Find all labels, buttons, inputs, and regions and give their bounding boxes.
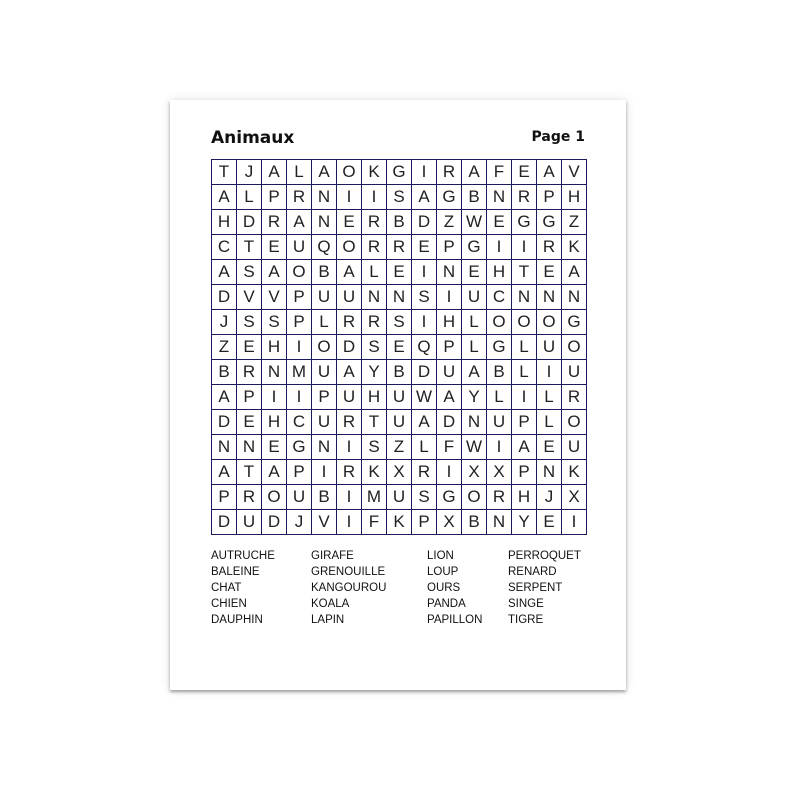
grid-cell: K <box>562 460 587 485</box>
grid-cell: M <box>287 360 312 385</box>
word-list-item: RENARD <box>508 566 557 578</box>
grid-cell: E <box>237 410 262 435</box>
grid-cell: T <box>237 235 262 260</box>
grid-cell: H <box>262 335 287 360</box>
grid-cell: F <box>487 160 512 185</box>
grid-cell: E <box>337 210 362 235</box>
grid-cell: U <box>562 435 587 460</box>
grid-cell: S <box>362 435 387 460</box>
grid-cell: T <box>212 160 237 185</box>
grid-cell: N <box>212 435 237 460</box>
grid-cell: R <box>487 485 512 510</box>
grid-cell: T <box>512 260 537 285</box>
grid-cell: D <box>212 510 237 535</box>
grid-cell: K <box>362 460 387 485</box>
grid-cell: P <box>537 185 562 210</box>
grid-cell: N <box>312 185 337 210</box>
grid-cell: Q <box>312 235 337 260</box>
grid-cell: S <box>237 310 262 335</box>
grid-cell: O <box>512 310 537 335</box>
grid-cell: N <box>562 285 587 310</box>
grid-cell: L <box>462 335 487 360</box>
grid-cell: W <box>462 435 487 460</box>
grid-cell: G <box>287 435 312 460</box>
grid-cell: E <box>387 260 412 285</box>
grid-cell: F <box>437 435 462 460</box>
grid-cell: A <box>412 185 437 210</box>
grid-cell: H <box>262 410 287 435</box>
grid-cell: N <box>262 360 287 385</box>
grid-cell: A <box>212 460 237 485</box>
grid-cell: M <box>362 485 387 510</box>
grid-cell: B <box>312 485 337 510</box>
grid-cell: P <box>312 385 337 410</box>
grid-cell: I <box>437 285 462 310</box>
grid-cell: D <box>337 335 362 360</box>
grid-cell: B <box>462 510 487 535</box>
grid-cell: X <box>487 460 512 485</box>
grid-cell: P <box>237 385 262 410</box>
grid-cell: S <box>262 310 287 335</box>
grid-cell: N <box>537 460 562 485</box>
grid-cell: I <box>412 160 437 185</box>
grid-cell: U <box>387 385 412 410</box>
grid-cell: S <box>412 285 437 310</box>
grid-cell: U <box>312 285 337 310</box>
grid-cell: S <box>237 260 262 285</box>
grid-cell: U <box>312 410 337 435</box>
grid-cell: V <box>562 160 587 185</box>
grid-cell: S <box>387 185 412 210</box>
grid-cell: I <box>287 335 312 360</box>
grid-cell: C <box>487 285 512 310</box>
grid-cell: O <box>337 235 362 260</box>
grid-cell: L <box>537 410 562 435</box>
grid-cell: I <box>337 510 362 535</box>
grid-cell: R <box>237 360 262 385</box>
grid-cell: A <box>262 460 287 485</box>
grid-cell: I <box>562 510 587 535</box>
grid-cell: D <box>212 410 237 435</box>
word-column <box>211 548 275 628</box>
grid-cell: R <box>387 235 412 260</box>
grid-cell: I <box>537 360 562 385</box>
grid-cell: R <box>562 385 587 410</box>
word-list-item: LION <box>427 550 454 562</box>
grid-cell: S <box>412 485 437 510</box>
grid-cell: R <box>262 210 287 235</box>
grid-cell: A <box>337 260 362 285</box>
grid-cell: I <box>337 185 362 210</box>
grid-cell: A <box>437 385 462 410</box>
grid-cell: E <box>237 335 262 360</box>
grid-cell: A <box>212 260 237 285</box>
grid-cell: J <box>537 485 562 510</box>
grid-cell: A <box>312 160 337 185</box>
grid-cell: J <box>237 160 262 185</box>
word-list-item: LOUP <box>427 566 459 578</box>
word-list-item: SERPENT <box>508 582 563 594</box>
grid-cell: A <box>262 160 287 185</box>
grid-cell: H <box>562 185 587 210</box>
grid-cell: R <box>412 460 437 485</box>
grid-cell: G <box>462 235 487 260</box>
grid-cell: K <box>562 235 587 260</box>
grid-cell: O <box>312 335 337 360</box>
grid-cell: D <box>262 510 287 535</box>
grid-cell: H <box>487 260 512 285</box>
grid-cell: A <box>287 210 312 235</box>
grid-cell: N <box>537 285 562 310</box>
grid-cell: C <box>287 410 312 435</box>
grid-cell: E <box>487 210 512 235</box>
grid-cell: P <box>437 235 462 260</box>
word-list-item: AUTRUCHE <box>211 550 275 562</box>
grid-cell: A <box>212 385 237 410</box>
grid-cell: G <box>437 185 462 210</box>
grid-cell: P <box>287 460 312 485</box>
grid-cell: I <box>312 460 337 485</box>
word-list-item: KOALA <box>311 598 350 610</box>
grid-cell: D <box>437 410 462 435</box>
grid-cell: E <box>387 335 412 360</box>
grid-cell: G <box>437 485 462 510</box>
grid-cell: I <box>487 235 512 260</box>
grid-cell: A <box>537 160 562 185</box>
grid-cell: E <box>512 160 537 185</box>
grid-cell: Z <box>437 210 462 235</box>
grid-cell: A <box>262 260 287 285</box>
grid-cell: N <box>487 185 512 210</box>
grid-cell: Y <box>462 385 487 410</box>
grid-cell: P <box>212 485 237 510</box>
grid-cell: R <box>362 210 387 235</box>
grid-cell: W <box>412 385 437 410</box>
page-title: Animaux <box>211 128 295 148</box>
grid-cell: H <box>437 310 462 335</box>
grid-cell: G <box>512 210 537 235</box>
grid-cell: R <box>437 160 462 185</box>
grid-cell: H <box>212 210 237 235</box>
grid-cell: I <box>512 385 537 410</box>
grid-cell: G <box>387 160 412 185</box>
grid-cell: U <box>437 360 462 385</box>
grid-cell: B <box>487 360 512 385</box>
grid-cell: S <box>362 335 387 360</box>
grid-cell: N <box>387 285 412 310</box>
grid-cell: E <box>537 510 562 535</box>
grid-cell: L <box>487 385 512 410</box>
grid-cell: P <box>512 410 537 435</box>
grid-cell: L <box>362 260 387 285</box>
puzzle-page <box>170 100 626 690</box>
grid-cell: R <box>337 410 362 435</box>
grid-cell: A <box>212 185 237 210</box>
word-list-item: OURS <box>427 582 461 594</box>
grid-cell: O <box>562 335 587 360</box>
grid-cell: Z <box>387 435 412 460</box>
grid-cell: X <box>437 510 462 535</box>
grid-cell: P <box>262 185 287 210</box>
grid-cell: T <box>237 460 262 485</box>
grid-cell: V <box>237 285 262 310</box>
word-column <box>311 548 386 628</box>
grid-cell: L <box>462 310 487 335</box>
grid-cell: T <box>362 410 387 435</box>
grid-cell: D <box>412 210 437 235</box>
grid-cell: L <box>237 185 262 210</box>
grid-cell: V <box>312 510 337 535</box>
grid-cell: W <box>462 210 487 235</box>
grid-cell: F <box>362 510 387 535</box>
page-number: Page 1 <box>531 129 585 145</box>
grid-cell: O <box>537 310 562 335</box>
grid-cell: X <box>562 485 587 510</box>
word-list-item: BALEINE <box>211 566 260 578</box>
grid-cell: I <box>337 435 362 460</box>
grid-cell: G <box>562 310 587 335</box>
grid-cell: A <box>412 410 437 435</box>
grid-cell: U <box>387 485 412 510</box>
grid-cell: I <box>287 385 312 410</box>
grid-cell: A <box>462 360 487 385</box>
grid-cell: A <box>512 435 537 460</box>
grid-cell: I <box>262 385 287 410</box>
word-list-item: PERROQUET <box>508 550 581 562</box>
grid-cell: U <box>387 410 412 435</box>
grid-cell: U <box>287 485 312 510</box>
grid-cell: U <box>337 285 362 310</box>
grid-cell: E <box>262 235 287 260</box>
grid-cell: Y <box>512 510 537 535</box>
grid-cell: U <box>487 410 512 435</box>
grid-cell: N <box>462 410 487 435</box>
letter-grid <box>211 159 587 535</box>
grid-cell: R <box>362 310 387 335</box>
grid-cell: U <box>287 235 312 260</box>
grid-cell: I <box>487 435 512 460</box>
grid-cell: N <box>312 435 337 460</box>
grid-cell: B <box>387 360 412 385</box>
word-list-item: GRENOUILLE <box>311 566 386 578</box>
grid-cell: G <box>537 210 562 235</box>
grid-cell: N <box>237 435 262 460</box>
grid-cell: P <box>287 310 312 335</box>
grid-cell: E <box>537 435 562 460</box>
word-list-item: LAPIN <box>311 614 345 626</box>
grid-cell: L <box>537 385 562 410</box>
grid-cell: C <box>212 235 237 260</box>
grid-cell: X <box>387 460 412 485</box>
grid-cell: Z <box>562 210 587 235</box>
grid-cell: U <box>337 385 362 410</box>
grid-cell: R <box>362 235 387 260</box>
grid-cell: O <box>462 485 487 510</box>
grid-cell: I <box>437 460 462 485</box>
grid-cell: Z <box>212 335 237 360</box>
grid-cell: R <box>512 185 537 210</box>
grid-cell: S <box>387 310 412 335</box>
grid-cell: D <box>412 360 437 385</box>
grid-cell: H <box>512 485 537 510</box>
grid-cell: E <box>537 260 562 285</box>
word-list <box>211 548 591 628</box>
grid-cell: H <box>362 385 387 410</box>
word-list-item: PANDA <box>427 598 466 610</box>
word-list-item: CHAT <box>211 582 242 594</box>
grid-cell: E <box>262 435 287 460</box>
grid-cell: O <box>262 485 287 510</box>
grid-cell: R <box>237 485 262 510</box>
grid-cell: I <box>512 235 537 260</box>
grid-cell: P <box>287 285 312 310</box>
grid-cell: L <box>287 160 312 185</box>
grid-cell: U <box>237 510 262 535</box>
grid-cell: A <box>562 260 587 285</box>
grid-cell: E <box>412 235 437 260</box>
grid-cell: O <box>562 410 587 435</box>
grid-cell: L <box>512 335 537 360</box>
grid-cell: V <box>262 285 287 310</box>
grid-cell: Y <box>362 360 387 385</box>
grid-cell: B <box>387 210 412 235</box>
word-list-item: TIGRE <box>508 614 544 626</box>
grid-cell: A <box>462 160 487 185</box>
grid-cell: P <box>437 335 462 360</box>
grid-cell: K <box>362 160 387 185</box>
grid-cell: N <box>512 285 537 310</box>
grid-cell: N <box>362 285 387 310</box>
word-list-item: KANGOUROU <box>311 582 387 594</box>
grid-cell: I <box>337 485 362 510</box>
grid-cell: L <box>312 310 337 335</box>
grid-cell: L <box>512 360 537 385</box>
grid-cell: O <box>487 310 512 335</box>
grid-cell: O <box>287 260 312 285</box>
grid-cell: B <box>462 185 487 210</box>
grid-cell: R <box>337 460 362 485</box>
grid-cell: O <box>337 160 362 185</box>
grid-cell: E <box>462 260 487 285</box>
grid-cell: B <box>212 360 237 385</box>
grid-cell: D <box>237 210 262 235</box>
grid-cell: I <box>362 185 387 210</box>
word-list-item: GIRAFE <box>311 550 354 562</box>
grid-cell: L <box>412 435 437 460</box>
grid-cell: Q <box>412 335 437 360</box>
grid-cell: U <box>312 360 337 385</box>
grid-cell: R <box>287 185 312 210</box>
grid-cell: A <box>337 360 362 385</box>
grid-cell: R <box>537 235 562 260</box>
word-list-item: SINGE <box>508 598 544 610</box>
word-list-item: DAUPHIN <box>211 614 263 626</box>
grid-cell: U <box>562 360 587 385</box>
grid-cell: P <box>412 510 437 535</box>
grid-cell: N <box>437 260 462 285</box>
grid-cell: B <box>312 260 337 285</box>
grid-cell: U <box>537 335 562 360</box>
grid-cell: X <box>462 460 487 485</box>
grid-cell: D <box>212 285 237 310</box>
word-list-item: PAPILLON <box>427 614 483 626</box>
grid-cell: U <box>462 285 487 310</box>
word-list-item: CHIEN <box>211 598 247 610</box>
word-column <box>427 548 482 628</box>
grid-cell: K <box>387 510 412 535</box>
grid-cell: N <box>312 210 337 235</box>
grid-cell: J <box>287 510 312 535</box>
grid-cell: N <box>487 510 512 535</box>
word-column <box>508 548 581 628</box>
grid-cell: I <box>412 310 437 335</box>
grid-cell: I <box>412 260 437 285</box>
grid-cell: G <box>487 335 512 360</box>
grid-cell: R <box>337 310 362 335</box>
grid-cell: J <box>212 310 237 335</box>
grid-cell: P <box>512 460 537 485</box>
